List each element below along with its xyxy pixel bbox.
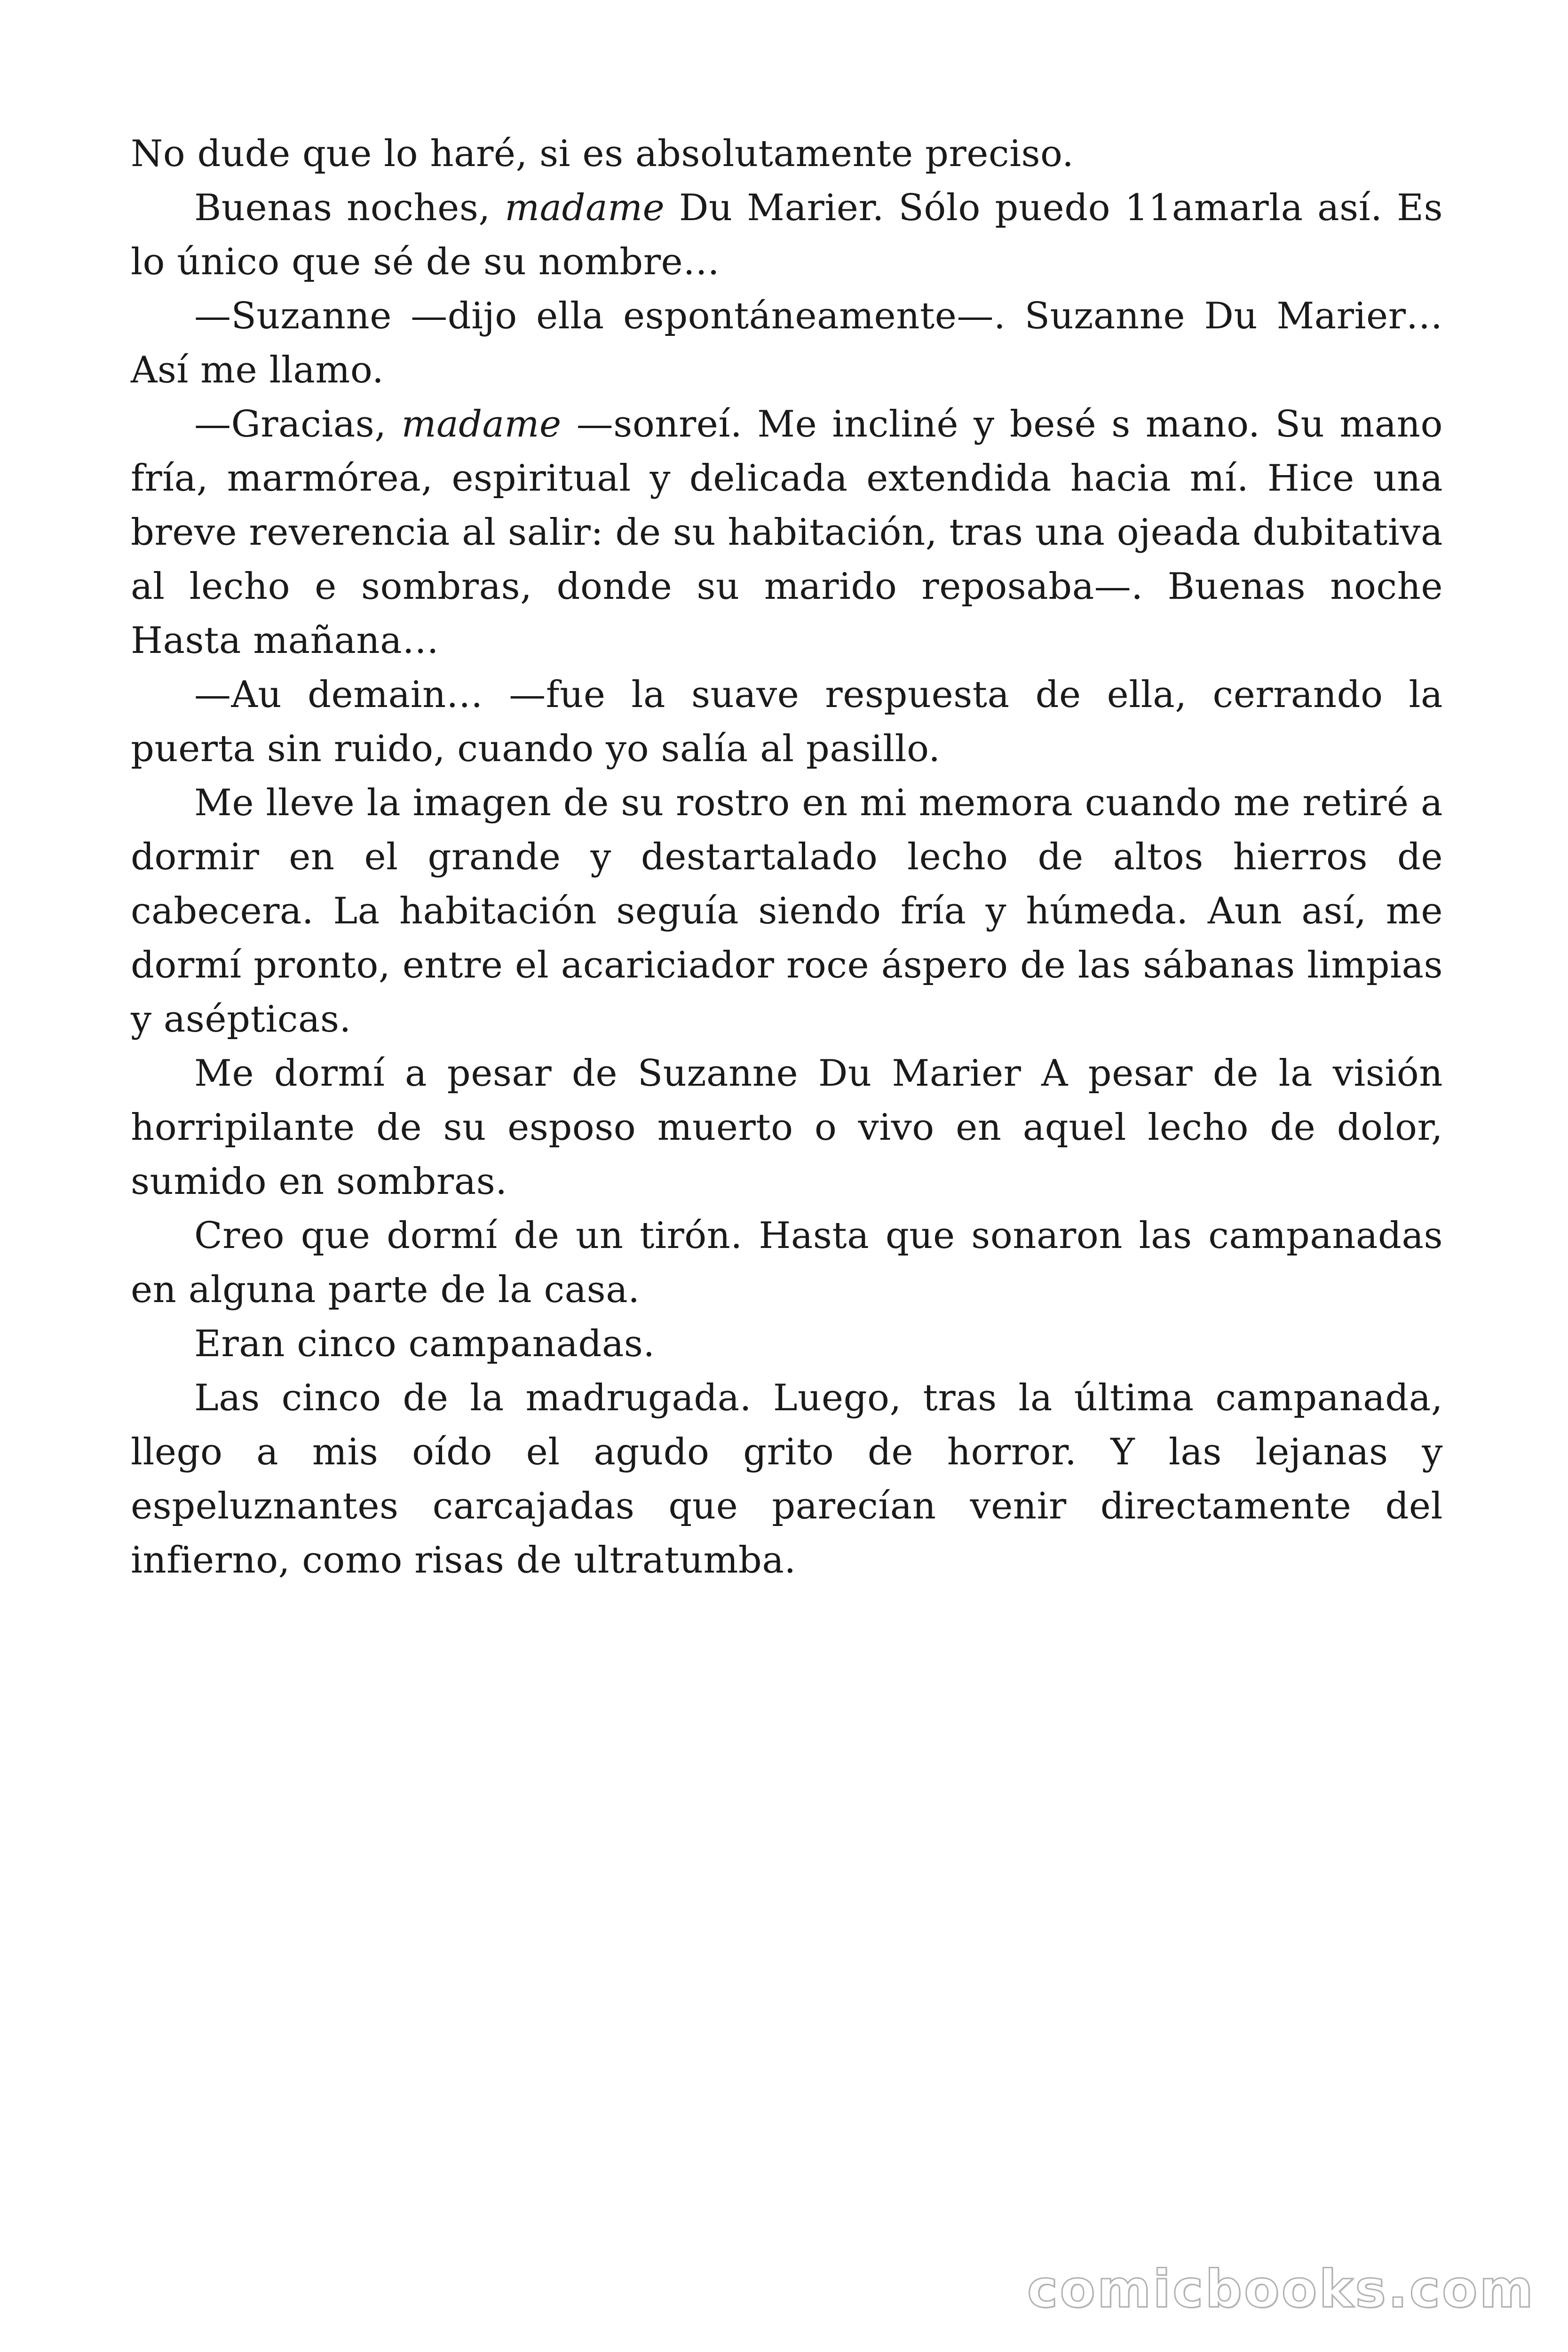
text-run: Eran cinco campanadas. xyxy=(194,1323,655,1365)
watermark-logo: comicbooks.com xyxy=(1027,2259,1535,2319)
text-run: Me dormí a pesar de Suzanne Du Marier A pesar de la visión horripilante de su esposo muerto o vivo en aquel lecho de dolor, sumido en sombras. xyxy=(131,1052,1443,1203)
text-run: —Suzanne —dijo ella espontáneamente—. Suzanne Du Marier… Así me llamo. xyxy=(131,295,1443,391)
text-run: —Au demain… —fue la suave respuesta de ella, cerrando la puerta sin ruido, cuando yo salía al pasillo. xyxy=(131,674,1443,770)
italic-text: madame xyxy=(401,403,562,445)
paragraph xyxy=(131,181,1443,289)
text-run: No dude que lo haré, si es absolutamente preciso. xyxy=(131,133,1074,175)
paragraph xyxy=(131,127,1443,181)
text-run: Las cinco de la madrugada. Luego, tras la última campanada, llego a mis oído el agudo grito de horror. Y las lejanas y espeluznantes carcajadas que parecían venir directamente del infierno, como risas de ultratumba. xyxy=(131,1377,1443,1581)
text-run: Buenas noches, xyxy=(194,187,505,229)
paragraph xyxy=(131,397,1443,668)
paragraph xyxy=(131,1047,1443,1209)
italic-text: madame xyxy=(505,187,665,229)
paragraph xyxy=(131,668,1443,776)
paragraph xyxy=(131,1317,1443,1371)
body-text xyxy=(131,127,1443,1588)
text-run: Du Marier. Sólo puedo 11amarla así. Es lo único que sé de su nombre… xyxy=(131,187,1443,283)
paragraph xyxy=(131,1371,1443,1588)
text-run: —Gracias, xyxy=(194,403,402,445)
text-run: Creo que dormí de un tirón. Hasta que sonaron las campanadas en alguna parte de la casa. xyxy=(131,1215,1443,1311)
paragraph xyxy=(131,1209,1443,1317)
paragraph xyxy=(131,776,1443,1047)
text-run: —sonreí. Me incliné y besé s mano. Su mano fría, marmórea, espiritual y delicada extendida hacia mí. Hice una breve reverencia al salir: de su habitación, tras una ojeada dubitativa al lecho e sombras, donde su marido reposaba—. Buenas noche Hasta mañana… xyxy=(131,403,1443,662)
paragraph xyxy=(131,289,1443,397)
text-run: Me lleve la imagen de su rostro en mi memora cuando me retiré a dormir en el grande y destartalado lecho de altos hierros de cabecera. La habitación seguía siendo fría y húmeda. Aun así, me dormí pronto, entre el acariciador roce áspero de las sábanas limpias y asépticas. xyxy=(131,782,1443,1041)
